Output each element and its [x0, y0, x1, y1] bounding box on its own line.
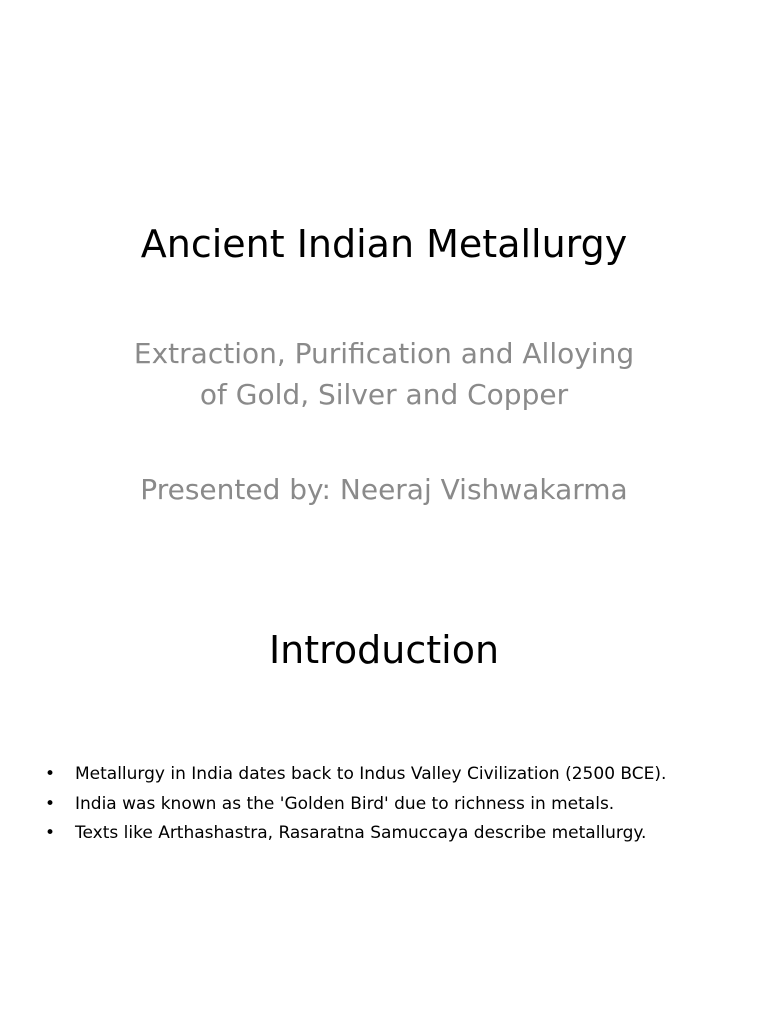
bullet-text: Texts like Arthashastra, Rasaratna Samuccaya describe metallurgy.: [75, 823, 647, 843]
subtitle-line: of Gold, Silver and Copper: [199, 378, 569, 411]
slide-subtitle: [0, 333, 768, 415]
list-item: [42, 819, 742, 849]
slide-title: Ancient Indian Metallurgy: [140, 222, 628, 266]
bullet-icon: •: [45, 793, 56, 814]
bullet-list: [42, 760, 742, 849]
introduction-slide: [0, 576, 768, 1024]
list-item: [42, 760, 742, 790]
bullet-text: India was known as the 'Golden Bird' due to richness in metals.: [75, 793, 615, 814]
subtitle-line: Extraction, Purification and Alloying: [133, 337, 635, 370]
slide-title: Introduction: [268, 628, 500, 672]
list-item: [42, 790, 742, 820]
presenter-line: Presented by: Neeraj Vishwakarma: [140, 473, 628, 506]
bullet-text: Metallurgy in India dates back to Indus Valley Civilization (2500 BCE).: [75, 764, 667, 784]
bullet-icon: •: [45, 823, 56, 843]
bullet-icon: •: [45, 764, 56, 784]
